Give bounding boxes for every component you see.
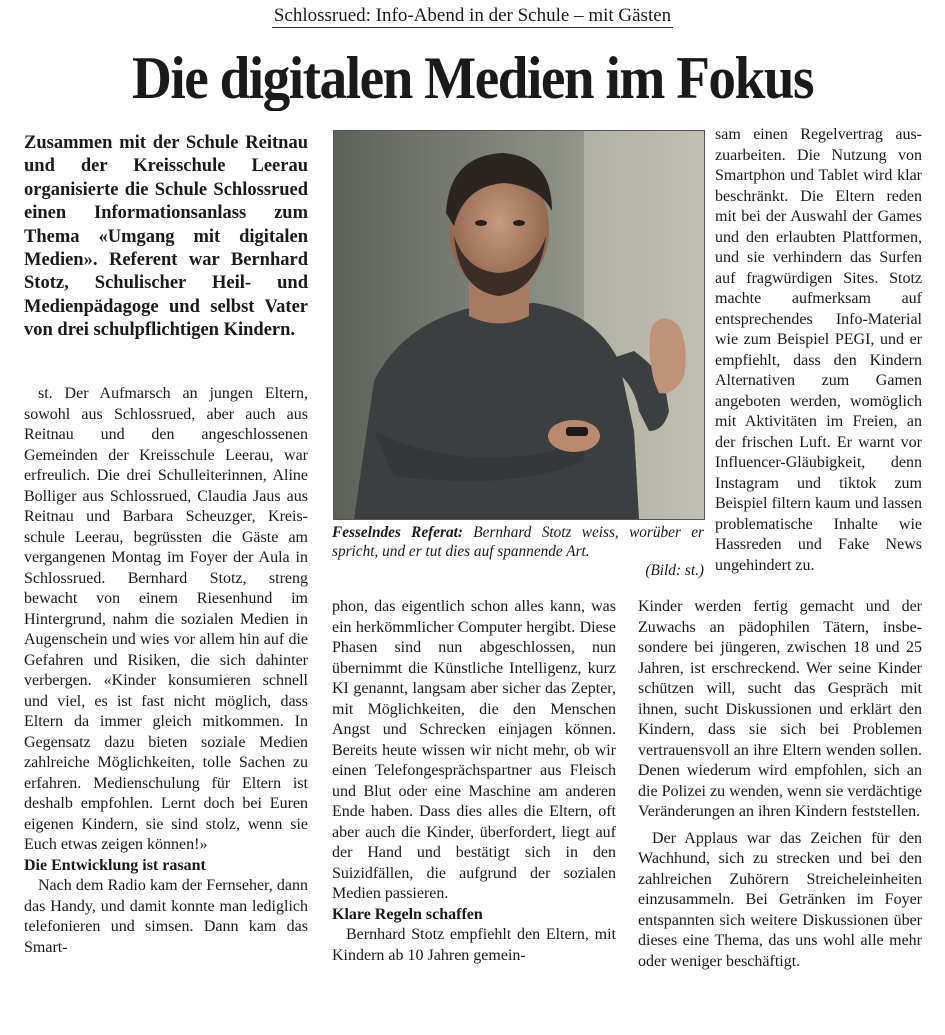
column-3-continued	[638, 597, 922, 972]
body-paragraph: Der Applaus war das Zeichen für den Wachhund, sich zu strecken und bei den zahlreichen Zuhörern Streicheleinheiten einzusammeln. Bei Getränken im Foyer entspannten sich weitere Diskussionen über dieses eine Thema, das uns wohl alle mehr oder weniger beschäftigt.	[638, 829, 922, 970]
column-2	[332, 597, 616, 966]
caption-text: Bernhard Stotz weiss, worüber er spricht, und er tut dies auf spannende Art.	[332, 524, 704, 560]
body-paragraph: sam einen Regelvertrag auszuarbeiten. Die Nutzung von Smartphon und Tablet wird klar beschränkt. Die Eltern reden mit bei der Auswahl der Games und den erlaubten Plattformen, und sie verhindern das Surfen auf fragwürdigen Sites. Stotz machte aufmerksam auf entsprechendes Info-Material wie zum Beispiel PEGI, und er empfiehlt, dass den Kindern Alternativen zum Gamen angeboten werden, womöglich mit Aktivitäten im Freien, an der frischen Luft. Er warnt vor Influencer-Gläubigkeit, denn Instagram und tiktok zum Beispiel filtern kaum und lassen problematische Inhalte wie Hassreden und Fake News ungehindert zu.	[715, 126, 922, 574]
kicker-line: Schlossrued: Info-Abend in der Schule – mit Gästen	[273, 5, 672, 26]
photo-credit: (Bild: st.)	[645, 562, 704, 579]
body-paragraph: st. Der Aufmarsch an jungen Eltern, sowohl aus Schlossrued, aber auch aus Reitnau und den angeschlossenen Gemeinden der Kreisschule Leerau, war erfreulich. Die drei Schulleiterinnen, Aline Bolliger aus Schlossrued, Claudia Jaus aus Reitnau und Barbara Scheuzger, Kreisschule Leerau, begrüssten die Gäste am vergangenen Montag im Foyer der Aula in Schlossrued. Bernhard Stotz, streng bewacht von einem Riesenhund im Hintergrund, nahm die sozialen Medien in Augenschein und wies vor allem hin auf die Gefahren und Risiken, die sich dahinter verbergen. «Kinder konsumieren schnell und viel, es ist fast nicht möglich, dass Eltern da immer gleich mitkommen. In Gegensatz dazu bieten soziale Medien zahlreiche Möglichkeiten, tolle Sachen zu erfahren. Medienschulung für Eltern ist deshalb empfohlen. Lernt doch bei Euren eigenen Kindern, sie sind stolz, wenn sie Euch etwas zeigen können!»	[24, 385, 308, 853]
speaker-illustration	[334, 131, 704, 519]
body-paragraph: Nach dem Radio kam der Fernseher, dann das Handy, und damit konnte man lediglich telefonieren und simsen. Dann kam das Smart-	[24, 877, 308, 956]
photo-caption	[332, 523, 704, 580]
speaker-photo	[333, 130, 705, 520]
body-paragraph: phon, das eigentlich schon alles kann, was ein herkömmlicher Computer hergibt. Diese Phasen sind nun abgeschlossen, nun übernimmt die Künstliche Intelligenz, kurz KI genannt, langsam aber sicher das Zepter, mit Möglichkeiten, die den Menschen Angst und Schrecken einjagen können. Bereits heute wissen wir nicht mehr, ob wir einen Telefongesprächspartner aus Fleisch und Blut oder eine Maschine am anderen Ende haben. Dass dies alles die Eltern, oft aber auch die Kinder, überfordert, liegt auf der Hand und bestätigt sich in den Suizidfällen, die aufgrund der sozialen Medien passieren.	[332, 598, 616, 902]
caption-lead: Fesselndes Referat:	[332, 524, 463, 541]
body-paragraph: Kinder werden fertig gemacht und der Zuwachs an pädophilen Tätern, insbesondere bei jüngeren, zwischen 18 und 25 Jahren, ist erschreckend. Wer seine Kinder schützen will, sucht das Gespräch mit ihnen, sucht Diskussionen und erklärt den Kindern, dass sie sich bei Problemen vertrauensvoll an ihre Eltern wenden sollen. Denen wiederum wird empfohlen, sich an die Polizei zu wenden, wenn sie verdächtige Veränderungen an ihren Kindern feststellen.	[638, 598, 922, 820]
lead-paragraph: Zusammen mit der Schule Reitnau und der Kreisschule Leerau organisierte die Schule Schlossrued einen Informationsanlass zum Thema «Umgang mit digitalen Medien». Referent war Bernhard Stotz, Schulischer Heil- und Medienpädagoge und selbst Vater von drei schulpflichtigen Kindern.	[24, 133, 308, 341]
column-1	[24, 384, 308, 958]
body-paragraph: Bernhard Stotz empfiehlt den Eltern, mit Kindern ab 10 Jahren gemein-	[332, 926, 616, 964]
column-3	[715, 125, 922, 576]
headline: Die digitalen Medien im Fokus	[131, 45, 814, 111]
subheading: Die Entwicklung ist rasant	[24, 856, 206, 874]
subheading: Klare Regeln schaffen	[332, 905, 483, 923]
